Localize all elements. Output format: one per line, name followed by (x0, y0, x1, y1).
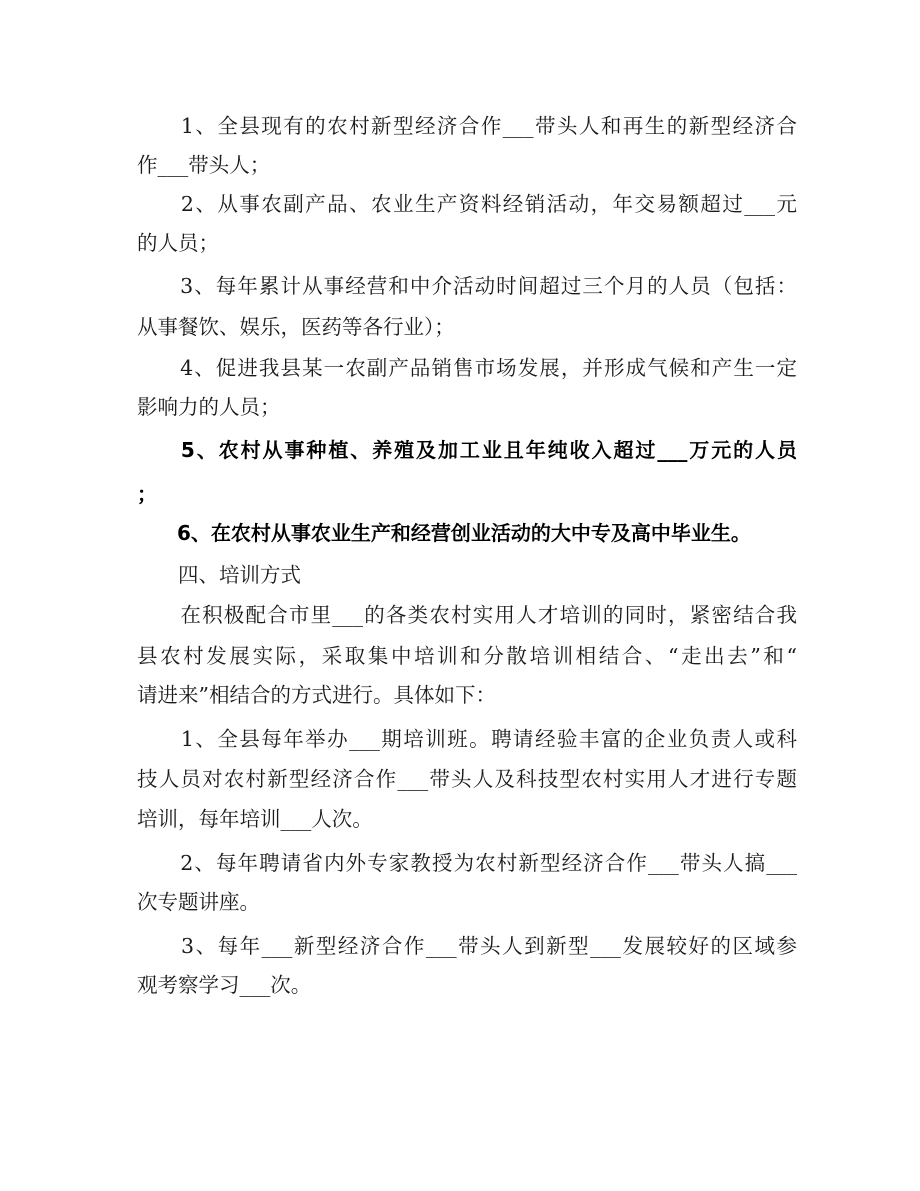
paragraph-line: 次专题讲座。 (137, 890, 260, 914)
paragraph-line: 县农村发展实际，采取集中培训和分散培训相结合、“走出去”和“ (137, 644, 797, 668)
bold-paragraph-line: 5、农村从事种植、养殖及加工业且年纯收入超过___万元的人员 (137, 438, 797, 462)
paragraph-line: 从事餐饮、娱乐，医药等各行业）； (137, 315, 455, 339)
paragraph-line: 1、全县每年举办___期培训班。聘请经验丰富的企业负责人或科 (137, 727, 797, 751)
paragraph-line: 3、每年累计从事经营和中介活动时间超过三个月的人员（包括： (137, 274, 797, 298)
paragraph-line: 请进来”相结合的方式进行。具体如下： (137, 683, 496, 707)
bold-paragraph-line: 6、在农村从事农业生产和经营创业活动的大中专及高中毕业生。 (137, 521, 751, 545)
paragraph-line: 1、全县现有的农村新型经济合作___带头人和再生的新型经济合 (137, 114, 797, 138)
bold-paragraph-line: ； (137, 482, 157, 506)
paragraph-line: 影响力的人员； (137, 395, 281, 419)
paragraph-line: 在积极配合市里___的各类农村实用人才培训的同时，紧密结合我 (137, 603, 797, 627)
paragraph-line: 2、从事农副产品、农业生产资料经销活动，年交易额超过___元 (137, 192, 797, 216)
paragraph-line: 培训，每年培训___人次。 (137, 807, 373, 831)
paragraph-line: 的人员； (137, 231, 219, 255)
paragraph-line: 4、促进我县某一农副产品销售市场发展，并形成气候和产生一定 (137, 356, 797, 380)
paragraph-line: 2、每年聘请省内外专家教授为农村新型经济合作___带头人搞___ (137, 851, 797, 875)
paragraph-line: 观考察学习___次。 (137, 973, 312, 997)
paragraph-line: 技人员对农村新型经济合作___带头人及科技型农村实用人才进行专题 (137, 767, 797, 791)
paragraph-line: 作___带头人； (137, 153, 271, 177)
paragraph-line: 3、每年___新型经济合作___带头人到新型___发展较好的区域参 (137, 934, 797, 958)
section-heading: 四、培训方式 (137, 563, 301, 587)
